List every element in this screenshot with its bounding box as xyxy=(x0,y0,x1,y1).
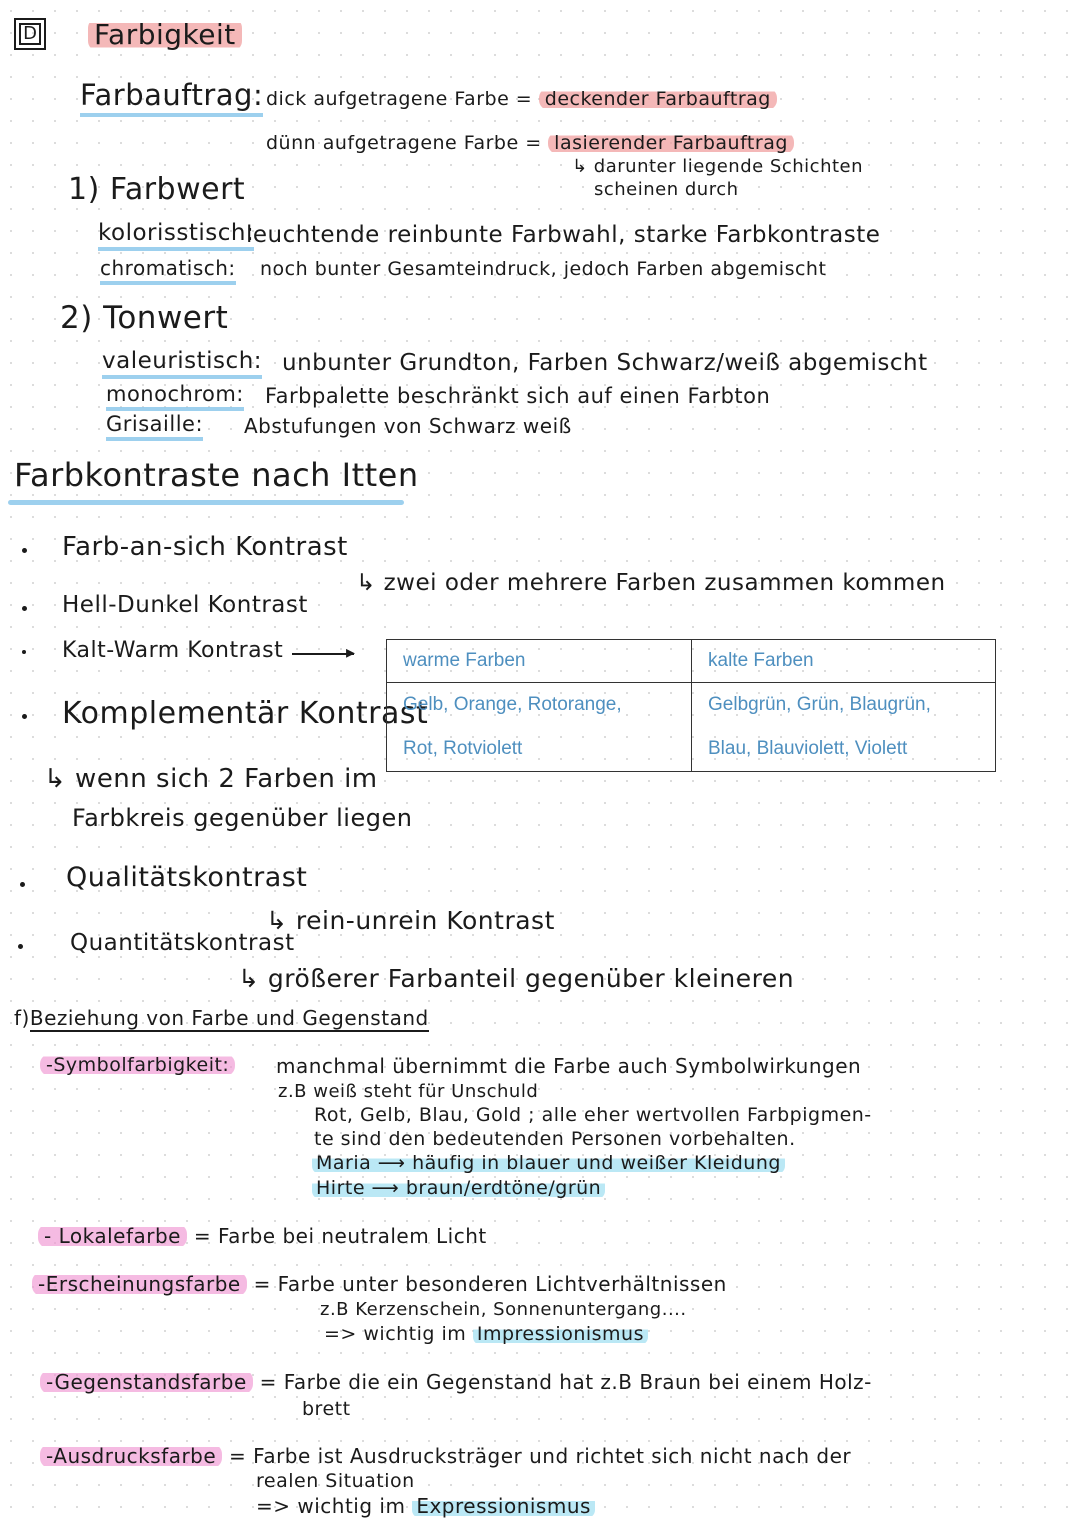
monochrom-label: monochrom: xyxy=(106,382,244,411)
farbwert-heading: 1) Farbwert xyxy=(68,172,246,207)
gegenstandsfarbe-text-2: brett xyxy=(302,1398,351,1420)
farbauftrag-note-2: scheinen durch xyxy=(594,179,739,200)
kalt-warm-arrow xyxy=(292,653,354,655)
ausdrucksfarbe-text-2: realen Situation xyxy=(256,1470,415,1492)
cold-line-1: Gelbgrün, Grün, Blaugrün, xyxy=(708,694,931,715)
komplementaer-note-2: Farbkreis gegenüber liegen xyxy=(72,804,413,832)
gegenstandsfarbe-label: -Gegenstandsfarbe xyxy=(40,1370,253,1394)
warm-line-2: Rot, Rotviolett xyxy=(403,738,523,759)
itten-item-hell-dunkel: Hell-Dunkel Kontrast xyxy=(62,592,308,618)
itten-item-farb-an-sich-note: ↳ zwei oder mehrere Farben zusammen kommen xyxy=(356,570,946,596)
gegenstandsfarbe-text: = Farbe die ein Gegenstand hat z.B Braun bei einem Holz- xyxy=(259,1370,872,1394)
valeuristisch-text: unbunter Grundton, Farben Schwarz/weiß abgemischt xyxy=(282,350,928,376)
kolorisstisch-text: leuchtende reinbunte Farbwahl, starke Farbkontraste xyxy=(246,222,881,248)
erscheinungsfarbe-text: = Farbe unter besonderen Lichtverhältnissen xyxy=(253,1272,727,1296)
symbolfarbigkeit-example-2b: te sind den bedeutenden Personen vorbehalten. xyxy=(314,1128,796,1150)
qualitaet-note: ↳ rein-unrein Kontrast xyxy=(266,906,555,935)
color-temperature-table xyxy=(386,639,996,772)
itten-item-kalt-warm: Kalt-Warm Kontrast xyxy=(62,638,284,663)
quantitaet-note: ↳ größerer Farbanteil gegenüber kleineren xyxy=(238,964,795,993)
itten-item-qualitaet: Qualitätskontrast xyxy=(66,862,308,893)
farbauftrag-note-1: ↳ darunter liegende Schichten xyxy=(572,156,864,177)
table-cell-cold xyxy=(692,683,996,772)
symbolfarbigkeit-example-1: z.B weiß steht für Unschuld xyxy=(278,1081,539,1102)
beziehung-heading: Beziehung von Farbe und Gegenstand xyxy=(29,1006,429,1030)
farbauftrag-line1 xyxy=(266,88,777,110)
kolorisstisch-label: kolorisstisch: xyxy=(98,220,254,251)
farbauftrag-label: Farbauftrag: xyxy=(80,78,263,117)
bullet xyxy=(22,714,27,719)
farbauftrag-line1-term: deckender Farbauftrag xyxy=(539,88,777,110)
expressionismus-term: Expressionismus xyxy=(412,1494,595,1518)
bullet xyxy=(22,606,27,611)
page-title: Farbigkeit xyxy=(88,18,242,51)
farbauftrag-line1-text: dick aufgetragene Farbe = xyxy=(266,88,533,110)
chromatisch-label: chromatisch: xyxy=(100,256,236,285)
itten-item-farb-an-sich: Farb-an-sich Kontrast xyxy=(62,532,348,562)
warm-line-1: Gelb, Orange, Rotorange, xyxy=(403,694,622,715)
section-letter-box xyxy=(14,18,46,50)
erscheinungsfarbe-row xyxy=(32,1272,727,1296)
lokalfarbe-row xyxy=(38,1224,487,1248)
ausdrucksfarbe-row xyxy=(40,1444,851,1468)
itten-heading-underline xyxy=(8,500,404,505)
grisaille-label: Grisaille: xyxy=(106,412,203,441)
lokalfarbe-text: = Farbe bei neutralem Licht xyxy=(193,1224,487,1248)
bullet xyxy=(18,944,23,949)
komplementaer-note-1: ↳ wenn sich 2 Farben im xyxy=(44,764,378,794)
beziehung-heading-row xyxy=(14,1006,429,1030)
cold-line-2: Blau, Blauviolett, Violett xyxy=(708,738,908,759)
beziehung-prefix: f) xyxy=(14,1006,30,1030)
ausdrucksfarbe-label: -Ausdrucksfarbe xyxy=(40,1444,222,1468)
tonwert-heading: 2) Tonwert xyxy=(60,300,229,336)
lokalfarbe-label: - Lokalefarbe xyxy=(38,1224,187,1248)
valeuristisch-label: valeuristisch: xyxy=(102,348,262,379)
symbolfarbigkeit-text: manchmal übernimmt die Farbe auch Symbolwirkungen xyxy=(276,1054,862,1078)
table-cell-warm xyxy=(387,683,692,772)
bullet xyxy=(20,882,25,887)
grisaille-text: Abstufungen von Schwarz weiß xyxy=(244,414,572,438)
expressionismus-prefix: => wichtig im xyxy=(256,1494,406,1518)
section-letter: D xyxy=(19,23,41,45)
table-header-warm: warme Farben xyxy=(387,640,692,683)
symbolfarbigkeit-label: -Symbolfarbigkeit: xyxy=(40,1054,235,1076)
itten-item-komplementaer: Komplementär Kontrast xyxy=(62,696,429,731)
ausdrucksfarbe-text: = Farbe ist Ausdrucksträger und richtet sich nicht nach der xyxy=(229,1444,852,1468)
arrow-head-icon: ▸ xyxy=(346,642,356,663)
erscheinungsfarbe-impressionismus-row xyxy=(324,1323,648,1345)
symbolfarbigkeit-example-hirte: Hirte ⟶ braun/erdtöne/grün xyxy=(312,1177,605,1199)
impressionismus-term: Impressionismus xyxy=(473,1323,648,1345)
symbolfarbigkeit-example-maria: Maria ⟶ häufig in blauer und weißer Kleidung xyxy=(312,1152,785,1174)
table-header-cold: kalte Farben xyxy=(692,640,996,683)
farbauftrag-line2 xyxy=(266,132,794,154)
symbolfarbigkeit-example-2a: Rot, Gelb, Blau, Gold ; alle eher wertvollen Farbpigmen- xyxy=(314,1104,872,1126)
bullet xyxy=(22,650,26,654)
gegenstandsfarbe-row xyxy=(40,1370,872,1394)
farbauftrag-line2-text: dünn aufgetragene Farbe = xyxy=(266,132,542,154)
itten-heading: Farbkontraste nach Itten xyxy=(14,456,419,494)
erscheinungsfarbe-label: -Erscheinungsfarbe xyxy=(32,1272,247,1296)
chromatisch-text: noch bunter Gesamteindruck, jedoch Farben abgemischt xyxy=(260,258,827,280)
itten-item-quantitaet: Quantitätskontrast xyxy=(70,930,295,956)
ausdrucksfarbe-expressionismus-row xyxy=(256,1494,595,1518)
erscheinungsfarbe-example: z.B Kerzenschein, Sonnenuntergang.... xyxy=(320,1299,687,1320)
impressionismus-prefix: => wichtig im xyxy=(324,1323,467,1345)
farbauftrag-line2-term: lasierender Farbauftrag xyxy=(548,132,794,154)
monochrom-text: Farbpalette beschränkt sich auf einen Farbton xyxy=(265,384,771,408)
bullet xyxy=(22,548,27,553)
